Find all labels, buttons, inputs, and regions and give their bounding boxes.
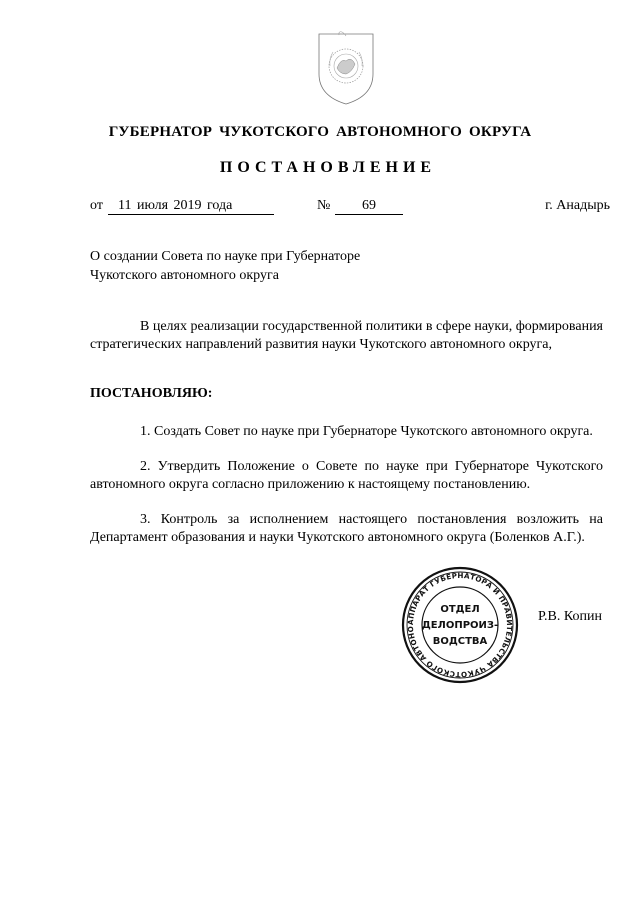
preamble-paragraph: В целях реализации государственной политики в сфере науки, формирования стратегических направлений развития науки Чукотского автономного округа, [90,319,603,352]
document-city: г. Анадырь [545,198,610,213]
document-subject [90,247,360,285]
stamp-center-line-2: ДЕЛОПРОИЗ- [421,620,499,631]
decree-item-1: 1. Создать Совет по науке при Губернаторе Чукотского автономного округа. [140,424,593,439]
decree-item-2: 2. Утвердить Положение о Совете по науке при Губернаторе Чукотского автономного округа согласно приложению к настоящему постановлению. [90,459,603,492]
decree-item-3: 3. Контроль за исполнением настоящего постановления возложить на Департамент образования и науки Чукотского автономного округа (Боленков А.Г.). [90,512,603,545]
signatory-name: Р.В. Копин [538,609,602,624]
coat-of-arms-icon [315,28,377,106]
org-title: ГУБЕРНАТОР ЧУКОТСКОГО АВТОНОМНОГО ОКРУГА [108,124,532,140]
date-prefix: от [90,198,103,213]
subject-line-1: О создании Совета по науке при Губернаторе [90,249,361,264]
subject-line-2: Чукотского автономного округа [90,268,279,283]
document-meta [90,198,610,220]
stamp-center-line-1: ОТДЕЛ [440,604,480,615]
document-number: 69 [335,198,403,215]
round-seal-icon [400,566,520,684]
stamp-center-line-3: ВОДСТВА [432,636,488,647]
document-date: 11 июля 2019 года [108,198,274,215]
stamp-ring-text: АППАРАТ ГУБЕРНАТОРА И ПРАВИТЕЛЬСТВА ЧУКОТСКОГО АВТОНО [405,570,515,680]
document-type: ПОСТАНОВЛЕНИЕ [219,159,437,176]
number-sign: № [317,198,331,213]
decree-heading: ПОСТАНОВЛЯЮ: [90,386,213,401]
